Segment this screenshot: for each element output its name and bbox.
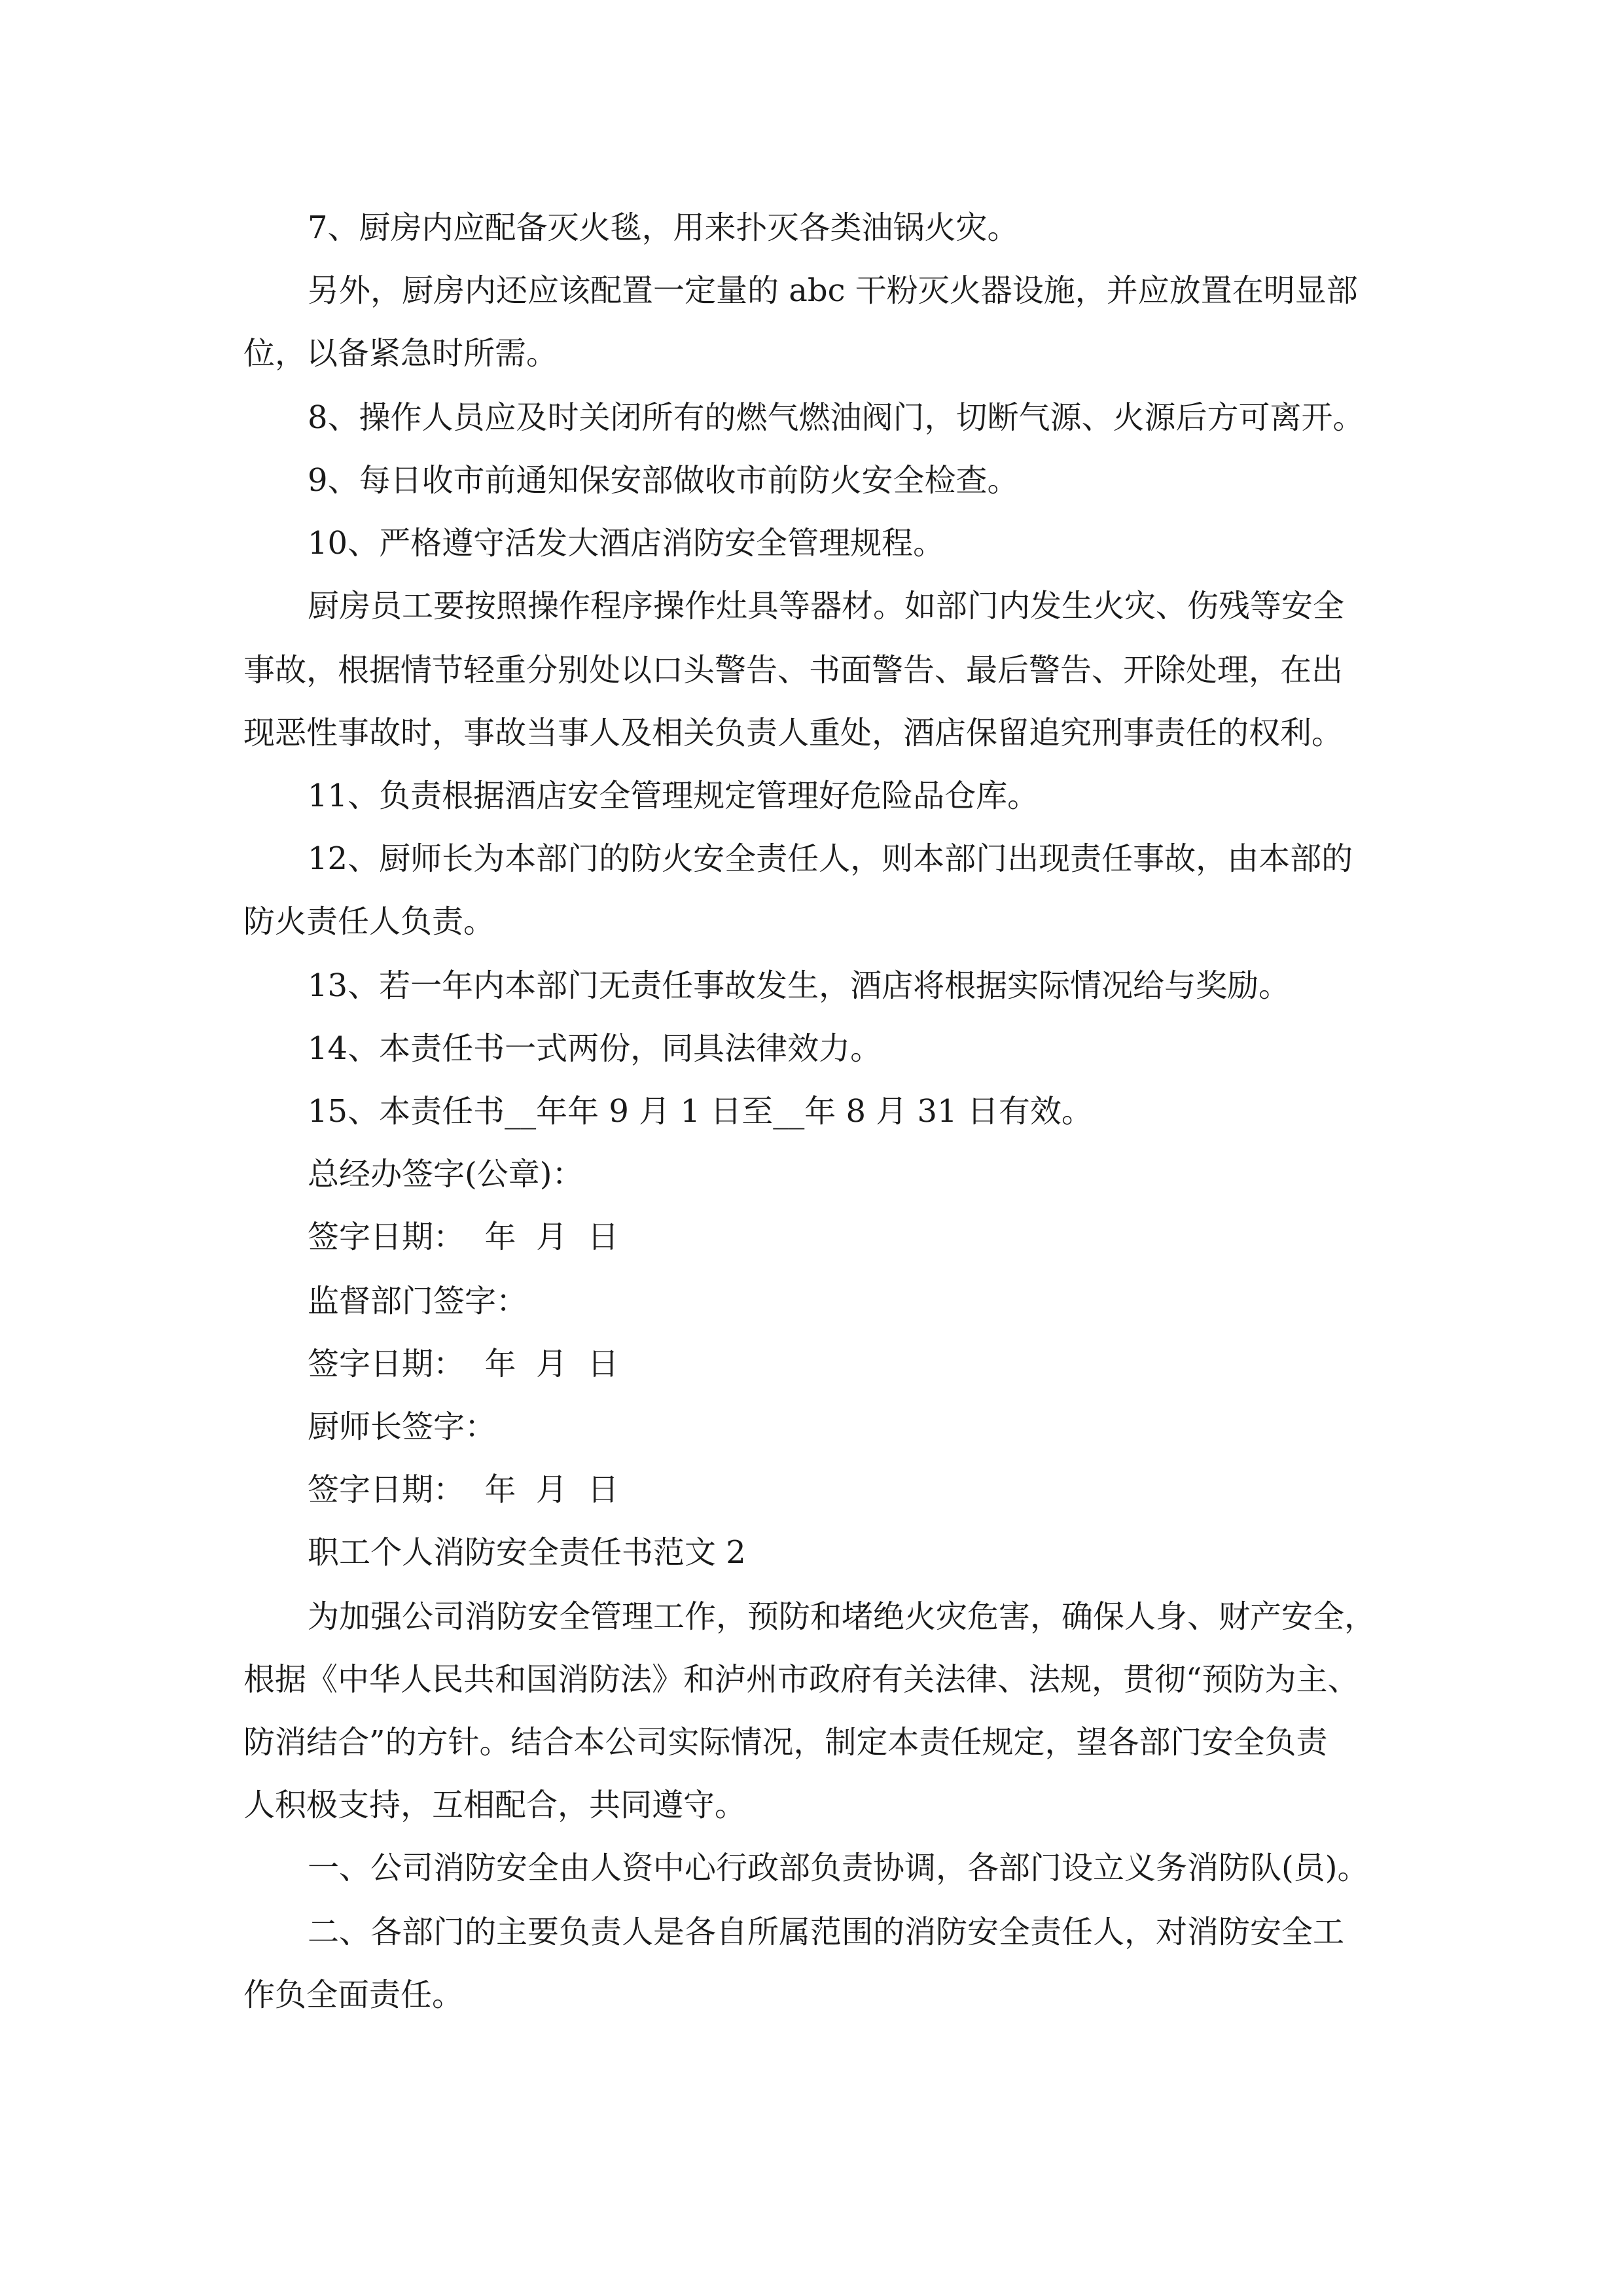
text-line: 二、各部门的主要负责人是各自所属范围的消防安全责任人，对消防安全工 — [308, 1914, 1345, 1950]
signature-date-line: 签字日期： 年 月 日 — [308, 1346, 619, 1382]
text-line: 15、本责任书__年年 9 月 1 日至__年 8 月 31 日有效。 — [308, 1093, 1093, 1130]
text-line: 为加强公司消防安全管理工作，预防和堵绝火灾危害，确保人身、财产安全， — [308, 1598, 1376, 1635]
text-line: 事故，根据情节轻重分别处以口头警告、书面警告、最后警告、开除处理，在出 — [243, 652, 1344, 689]
text-line: 作负全面责任。 — [243, 1977, 464, 2013]
text-line: 9、每日收市前通知保安部做收市前防火安全检查。 — [308, 462, 1019, 499]
text-line: 7、厨房内应配备灭火毯，用来扑灭各类油锅火灾。 — [308, 209, 1019, 246]
text-line: 人积极支持，互相配合，共同遵守。 — [243, 1787, 747, 1823]
text-line: 另外，厨房内还应该配置一定量的 abc 干粉灭火器设施，并应放置在明显部 — [308, 272, 1358, 309]
text-line: 一、公司消防安全由人资中心行政部负责协调，各部门设立义务消防队(员)。 — [308, 1850, 1369, 1886]
signature-date-line: 签字日期： 年 月 日 — [308, 1219, 619, 1255]
text-line: 根据《中华人民共和国消防法》和泸州市政府有关法律、法规，贯彻“预防为主、 — [243, 1661, 1359, 1698]
signature-line-supervision: 监督部门签字： — [308, 1283, 528, 1319]
signature-line-general-office: 总经办签字(公章)： — [308, 1156, 584, 1193]
signature-line-head-chef: 厨师长签字： — [308, 1408, 497, 1445]
text-line: 10、严格遵守活发大酒店消防安全管理规程。 — [308, 525, 945, 562]
text-line: 8、操作人员应及时关闭所有的燃气燃油阀门，切断气源、火源后方可离开。 — [308, 399, 1364, 436]
text-line: 13、若一年内本部门无责任事故发生，酒店将根据实际情况给与奖励。 — [308, 967, 1291, 1004]
text-line: 现恶性事故时，事故当事人及相关负责人重处，酒店保留追究刑事责任的权利。 — [243, 715, 1344, 751]
text-line: 14、本责任书一式两份，同具法律效力。 — [308, 1030, 882, 1067]
text-line: 11、负责根据酒店安全管理规定管理好危险品仓库。 — [308, 778, 1039, 814]
text-line: 厨房员工要按照操作程序操作灶具等器材。如部门内发生火灾、伤残等安全 — [308, 588, 1345, 624]
text-line: 位，以备紧急时所需。 — [243, 335, 558, 372]
signature-date-line: 签字日期： 年 月 日 — [308, 1471, 619, 1508]
text-line: 防火责任人负责。 — [243, 903, 495, 940]
section-title: 职工个人消防安全责任书范文 2 — [308, 1534, 746, 1571]
text-line: 12、厨师长为本部门的防火安全责任人，则本部门出现责任事故，由本部的 — [308, 840, 1353, 877]
text-line: 防消结合”的方针。结合本公司实际情况，制定本责任规定，望各部门安全负责 — [243, 1724, 1328, 1761]
